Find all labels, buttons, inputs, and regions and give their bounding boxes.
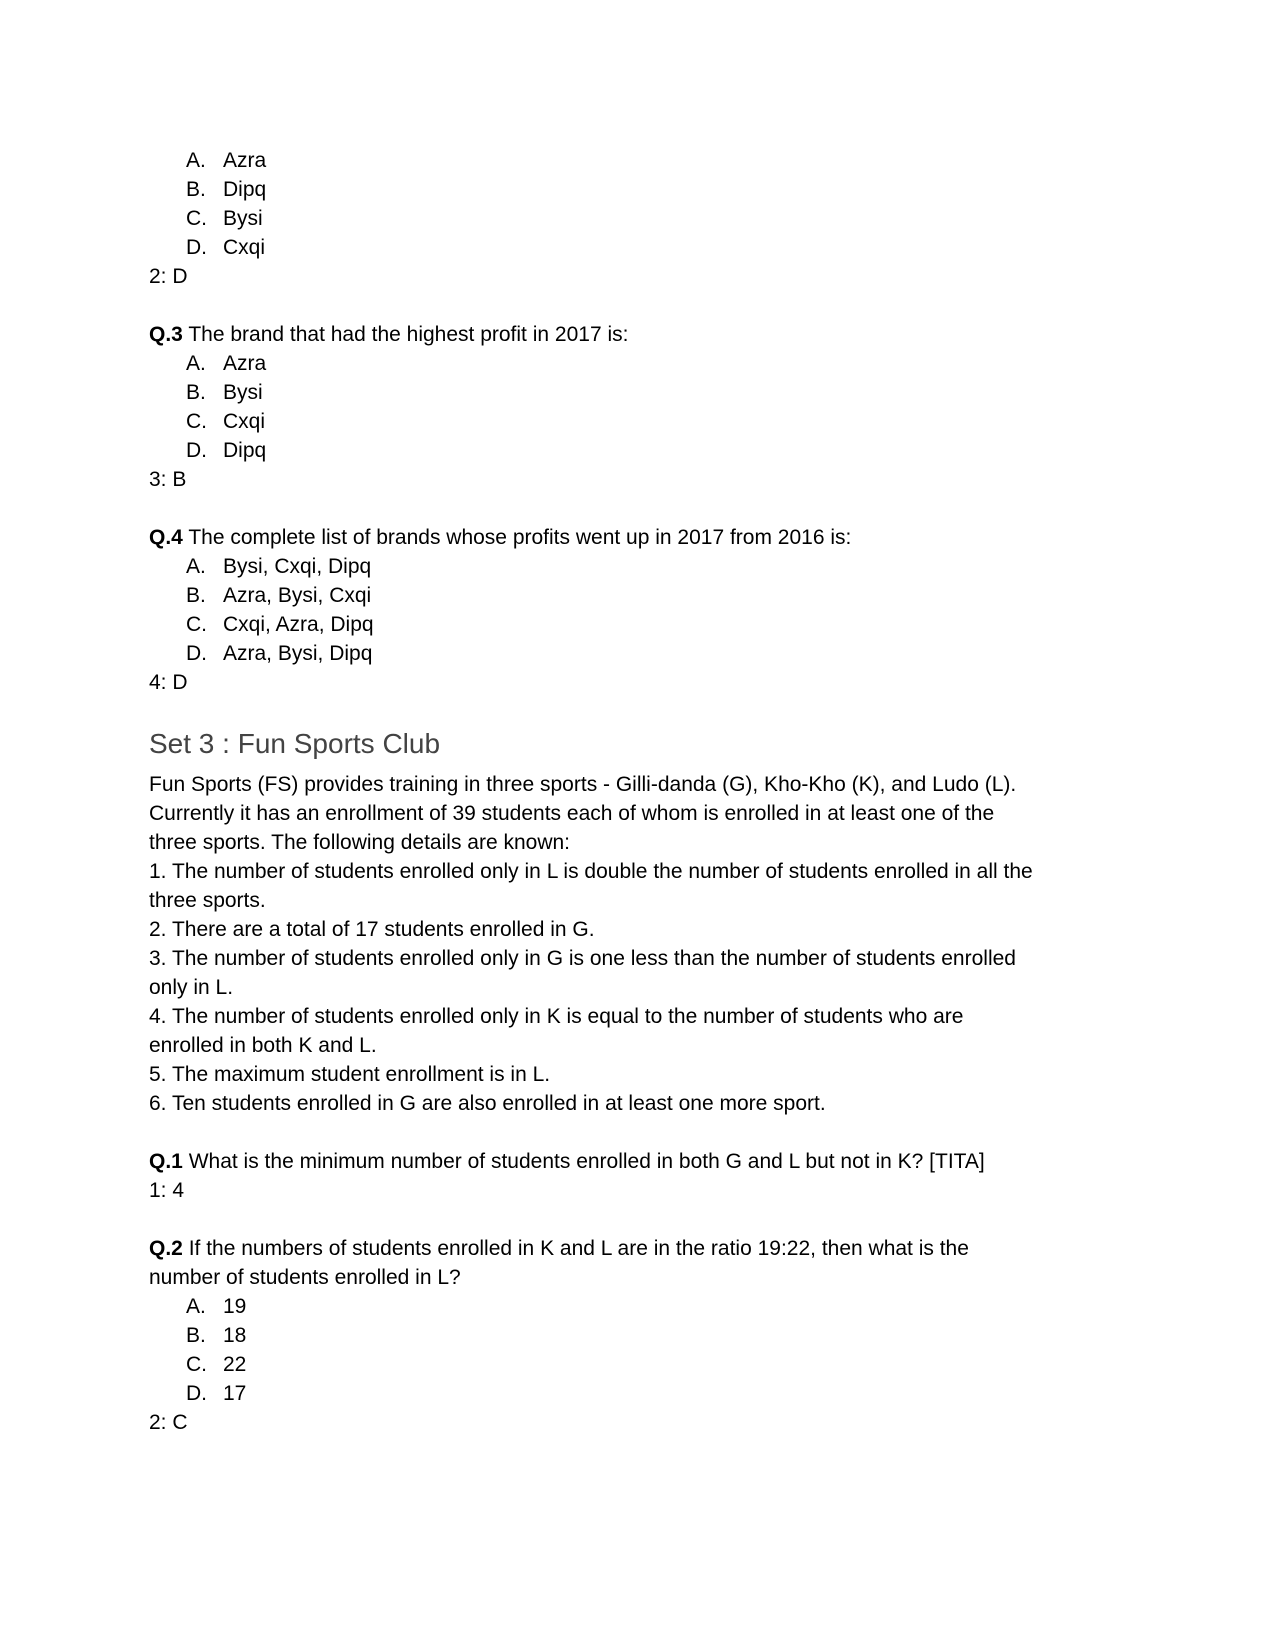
paragraph-line: Currently it has an enrollment of 39 students each of whom is enrolled in at least one of the [149,802,995,825]
question-q4: Q.4 The complete list of brands whose profits went up in 2017 from 2016 is: [149,526,852,549]
option-b: B. Dipq [186,178,267,201]
paragraph-line: 4. The number of students enrolled only in K is equal to the number of students who are [149,1005,964,1028]
option-d: D. 17 [186,1382,247,1405]
option-c: C. 22 [186,1353,247,1376]
paragraph-line: Fun Sports (FS) provides training in three sports - Gilli-danda (G), Kho-Kho (K), and Ludo (L). [149,773,1017,796]
answer-line: 2: D [149,265,188,288]
question-q1: Q.1 What is the minimum number of students enrolled in both G and L but not in K? [TITA] [149,1150,985,1173]
paragraph-line: three sports. [149,889,266,912]
option-c: C. Cxqi, Azra, Dipq [186,613,374,636]
option-a: A. 19 [186,1295,247,1318]
option-c: C. Bysi [186,207,263,230]
paragraph-line: 3. The number of students enrolled only in G is one less than the number of students enrolled [149,947,1016,970]
option-b: B. Bysi [186,381,263,404]
section-heading: Set 3 : Fun Sports Club [149,728,441,759]
question-q3: Q.3 The brand that had the highest profit in 2017 is: [149,323,629,346]
question-q2-continued: number of students enrolled in L? [149,1266,461,1289]
paragraph-line: 1. The number of students enrolled only in L is double the number of students enrolled in all the [149,860,1033,883]
option-a: A. Azra [186,149,267,172]
option-d: D. Cxqi [186,236,266,259]
option-a: A. Azra [186,352,267,375]
option-d: D. Azra, Bysi, Dipq [186,642,373,665]
option-a: A. Bysi, Cxqi, Dipq [186,555,372,578]
question-q2: Q.2 If the numbers of students enrolled in K and L are in the ratio 19:22, then what is the [149,1237,969,1260]
paragraph-line: 6. Ten students enrolled in G are also enrolled in at least one more sport. [149,1092,826,1115]
answer-line: 3: B [149,468,187,491]
answer-line: 2: C [149,1411,188,1434]
paragraph-line: 2. There are a total of 17 students enrolled in G. [149,918,595,941]
paragraph-line: only in L. [149,976,234,999]
option-c: C. Cxqi [186,410,266,433]
answer-line: 4: D [149,671,188,694]
option-b: B. Azra, Bysi, Cxqi [186,584,372,607]
option-b: B. 18 [186,1324,247,1347]
paragraph-line: three sports. The following details are known: [149,831,571,854]
option-d: D. Dipq [186,439,267,462]
paragraph-line: 5. The maximum student enrollment is in L. [149,1063,551,1086]
paragraph-line: enrolled in both K and L. [149,1034,377,1057]
answer-line: 1: 4 [149,1179,185,1202]
